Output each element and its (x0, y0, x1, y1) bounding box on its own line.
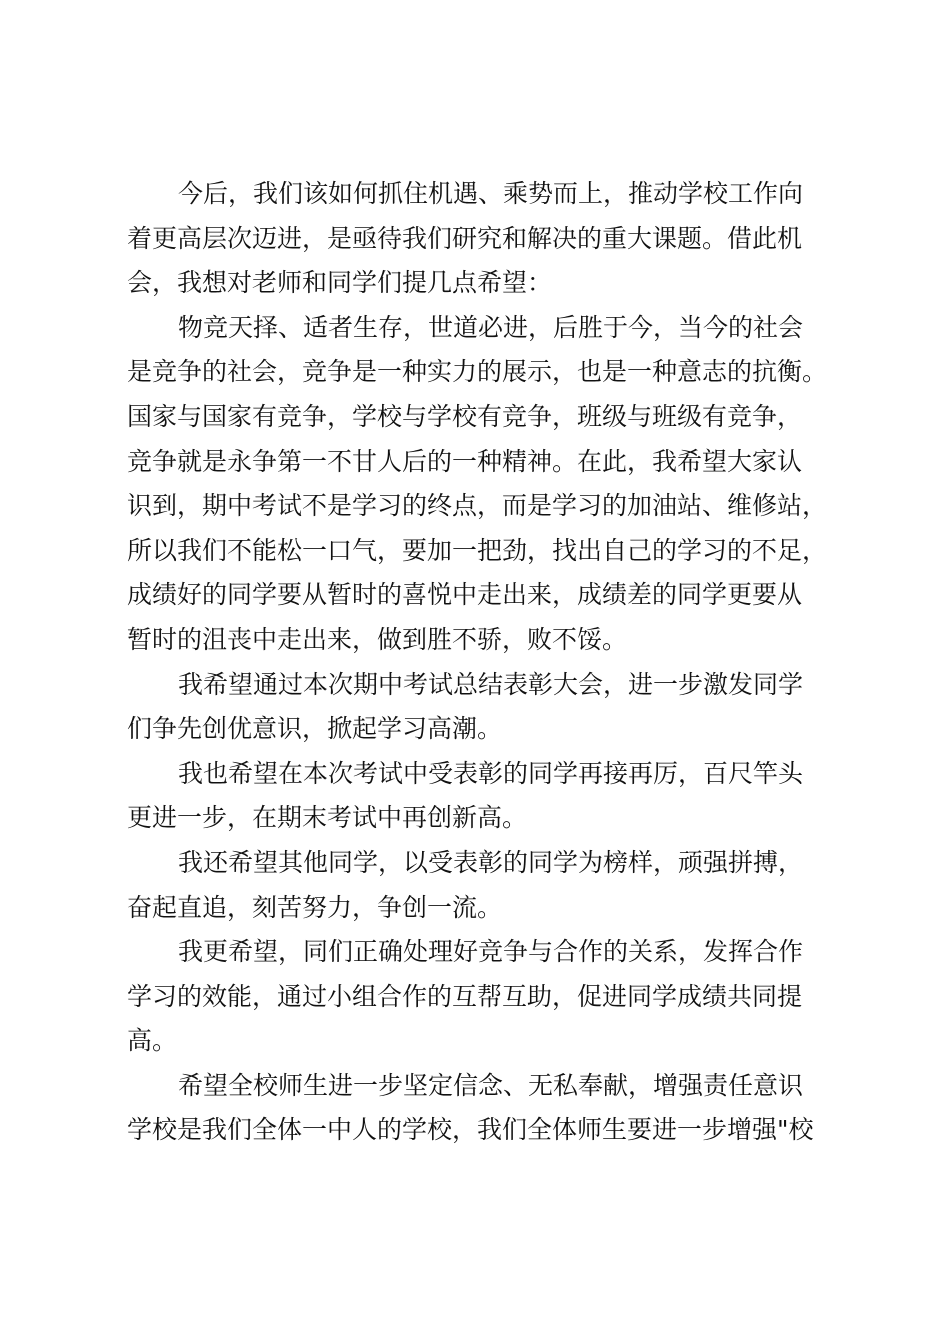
text-line: 物竞天择、适者生存，世道必进，后胜于今，当今的社会 (178, 312, 804, 342)
text-line: 高。 (127, 1026, 178, 1056)
text-line: 竞争就是永争第一不甘人后的一种精神。在此，我希望大家认 (127, 446, 803, 476)
text-line: 我还希望其他同学，以受表彰的同学为榜样，顽强拼搏， (178, 847, 804, 877)
text-line: 识到，期中考试不是学习的终点，而是学习的加油站、维修站， (127, 491, 828, 521)
text-line: 学习的效能，通过小组合作的互帮互助，促进同学成绩共同提 (127, 981, 803, 1011)
text-line: 着更高层次迈进，是亟待我们研究和解决的重大课题。借此机 (127, 223, 803, 253)
text-line: 是竞争的社会，竞争是一种实力的展示，也是一种意志的抗衡。 (127, 357, 828, 387)
text-line: 奋起直追，刻苦努力，争创一流。 (127, 892, 503, 922)
text-line: 们争先创优意识，掀起学习高潮。 (127, 714, 503, 744)
text-line: 所以我们不能松一口气，要加一把劲，找出自己的学习的不足， (127, 535, 828, 565)
text-line: 我希望通过本次期中考试总结表彰大会，进一步激发同学 (178, 669, 804, 699)
paragraph-5 (127, 841, 847, 930)
text-line: 成绩好的同学要从暂时的喜悦中走出来，成绩差的同学更要从 (127, 580, 803, 610)
paragraph-2 (127, 306, 847, 663)
paragraph-3 (127, 663, 847, 752)
document-body (127, 172, 847, 1153)
paragraph-4 (127, 752, 847, 841)
text-line: 希望全校师生进一步坚定信念、无私奉献，增强责任意识 (178, 1070, 804, 1100)
text-line: 国家与国家有竞争，学校与学校有竞争，班级与班级有竞争， (127, 401, 803, 431)
paragraph-7 (127, 1064, 847, 1153)
text-line: 会，我想对老师和同学们提几点希望： (127, 268, 553, 298)
paragraph-6 (127, 930, 847, 1064)
text-line: 今后，我们该如何抓住机遇、乘势而上，推动学校工作向 (178, 179, 804, 208)
text-line: 我更希望，同们正确处理好竞争与合作的关系，发挥合作 (178, 937, 804, 967)
text-line: 暂时的沮丧中走出来，做到胜不骄，败不馁。 (127, 624, 628, 654)
text-line: 我也希望在本次考试中受表彰的同学再接再厉，百尺竿头 (178, 758, 804, 788)
text-line: 学校是我们全体一中人的学校，我们全体师生要进一步增强"校 (127, 1115, 814, 1145)
text-line: 更进一步，在期末考试中再创新高。 (127, 803, 528, 833)
paragraph-1 (127, 172, 847, 306)
